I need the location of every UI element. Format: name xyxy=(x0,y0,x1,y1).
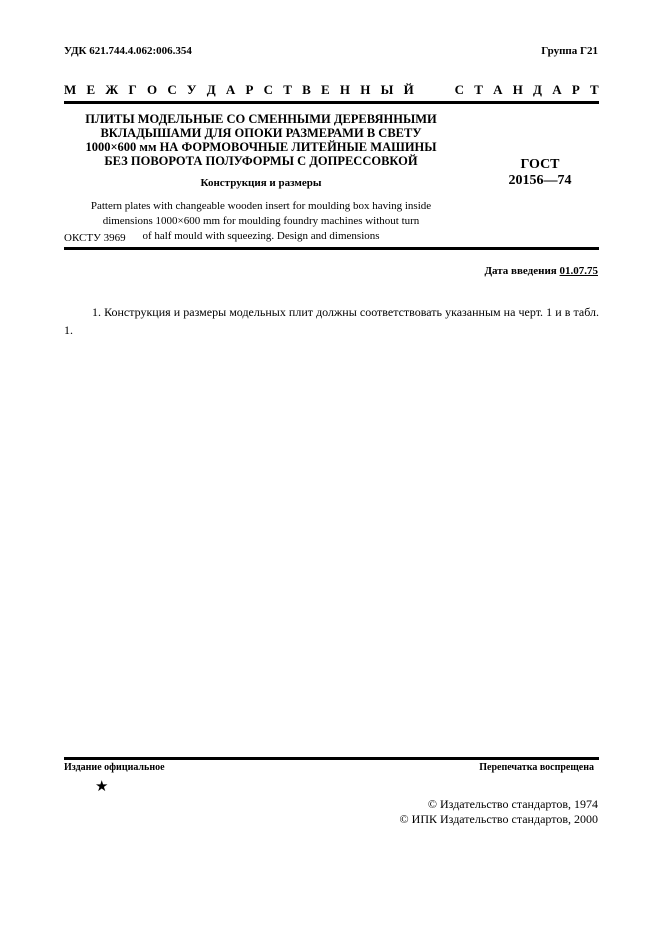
standard-title-ru xyxy=(76,112,446,168)
heading-letter: Т xyxy=(474,82,483,97)
star-icon: ★ xyxy=(95,779,109,795)
gost-designation xyxy=(495,157,585,189)
official-edition-label: Издание официальное xyxy=(64,762,165,773)
heading-letter: Н xyxy=(360,82,371,97)
heading-letter: О xyxy=(146,82,158,97)
gost-number: 20156—74 xyxy=(508,173,572,188)
heading-letter: Д xyxy=(206,82,216,97)
copyright-line: © ИПК Издательство стандартов, 2000 xyxy=(399,812,598,826)
title-block xyxy=(76,112,446,244)
standard-title-en xyxy=(76,199,446,244)
standard-subtitle-ru: Конструкция и размеры xyxy=(200,177,322,189)
heading-letter: В xyxy=(302,82,311,97)
copyright-line: © Издательство стандартов, 1974 xyxy=(427,797,598,811)
heading-letter: Р xyxy=(571,82,580,97)
heading-letter: С xyxy=(167,82,177,97)
title-line: ВКЛАДЫШАМИ ДЛЯ ОПОКИ РАЗМЕРАМИ В СВЕТУ xyxy=(100,126,422,140)
top-divider xyxy=(64,101,599,104)
udk-code: УДК 621.744.4.062:006.354 xyxy=(64,45,192,57)
header-bottom-divider xyxy=(64,247,599,250)
heading-letter: Д xyxy=(533,82,542,97)
heading-letter: Ж xyxy=(105,82,119,97)
heading-letter: Е xyxy=(321,82,330,97)
gost-label: ГОСТ xyxy=(520,157,560,172)
heading-letter: С xyxy=(263,82,274,97)
introduction-date xyxy=(484,265,598,277)
heading-letter: Р xyxy=(245,82,254,97)
heading-letter: А xyxy=(493,82,503,97)
heading-letter: С xyxy=(454,82,464,97)
heading-letter: Н xyxy=(512,82,523,97)
title-line: ПЛИТЫ МОДЕЛЬНЫЕ СО СМЕННЫМИ ДЕРЕВЯННЫМИ xyxy=(85,112,437,126)
title-line: БЕЗ ПОВОРОТА ПОЛУФОРМЫ С ДОПРЕССОВКОЙ xyxy=(104,154,418,168)
heading-letter: Й xyxy=(403,82,414,97)
heading-letter: М xyxy=(64,82,77,97)
title-line: 1000×600 мм НА ФОРМОВОЧНЫЕ ЛИТЕЙНЫЕ МАШИНЫ xyxy=(85,140,437,154)
footer-divider xyxy=(64,757,599,760)
heading-letter: Н xyxy=(339,82,351,97)
heading-letter: Т xyxy=(283,82,292,97)
date-label: Дата введения xyxy=(484,265,557,277)
heading-letter: Е xyxy=(86,82,96,97)
heading-letter: А xyxy=(225,82,236,97)
copyright-block xyxy=(400,797,598,827)
heading-letter: Т xyxy=(590,82,599,97)
okstu-code: ОКСТУ 3969 xyxy=(64,232,126,244)
reprint-prohibited-label: Перепечатка воспрещена xyxy=(479,762,594,773)
date-value: 01.07.75 xyxy=(559,265,598,277)
title-en-line: Pattern plates with changeable wooden insert for moulding box having inside xyxy=(90,200,432,212)
title-en-line: of half mould with squeezing. Design and dimensions xyxy=(142,230,380,242)
title-en-line: dimensions 1000×600 mm for moulding foundry machines without turn xyxy=(102,215,420,227)
heading-letter: У xyxy=(186,82,197,97)
heading-letter: Г xyxy=(128,82,137,97)
paragraph-1: 1. Конструкция и размеры модельных плит должны соответствовать указанным на черт. 1 и в табл. 1. xyxy=(64,305,599,337)
heading-letter: А xyxy=(552,82,562,97)
heading-letter: Ы xyxy=(380,82,394,97)
interstate-standard-heading xyxy=(64,82,599,98)
group-code: Группа Г21 xyxy=(541,45,598,57)
